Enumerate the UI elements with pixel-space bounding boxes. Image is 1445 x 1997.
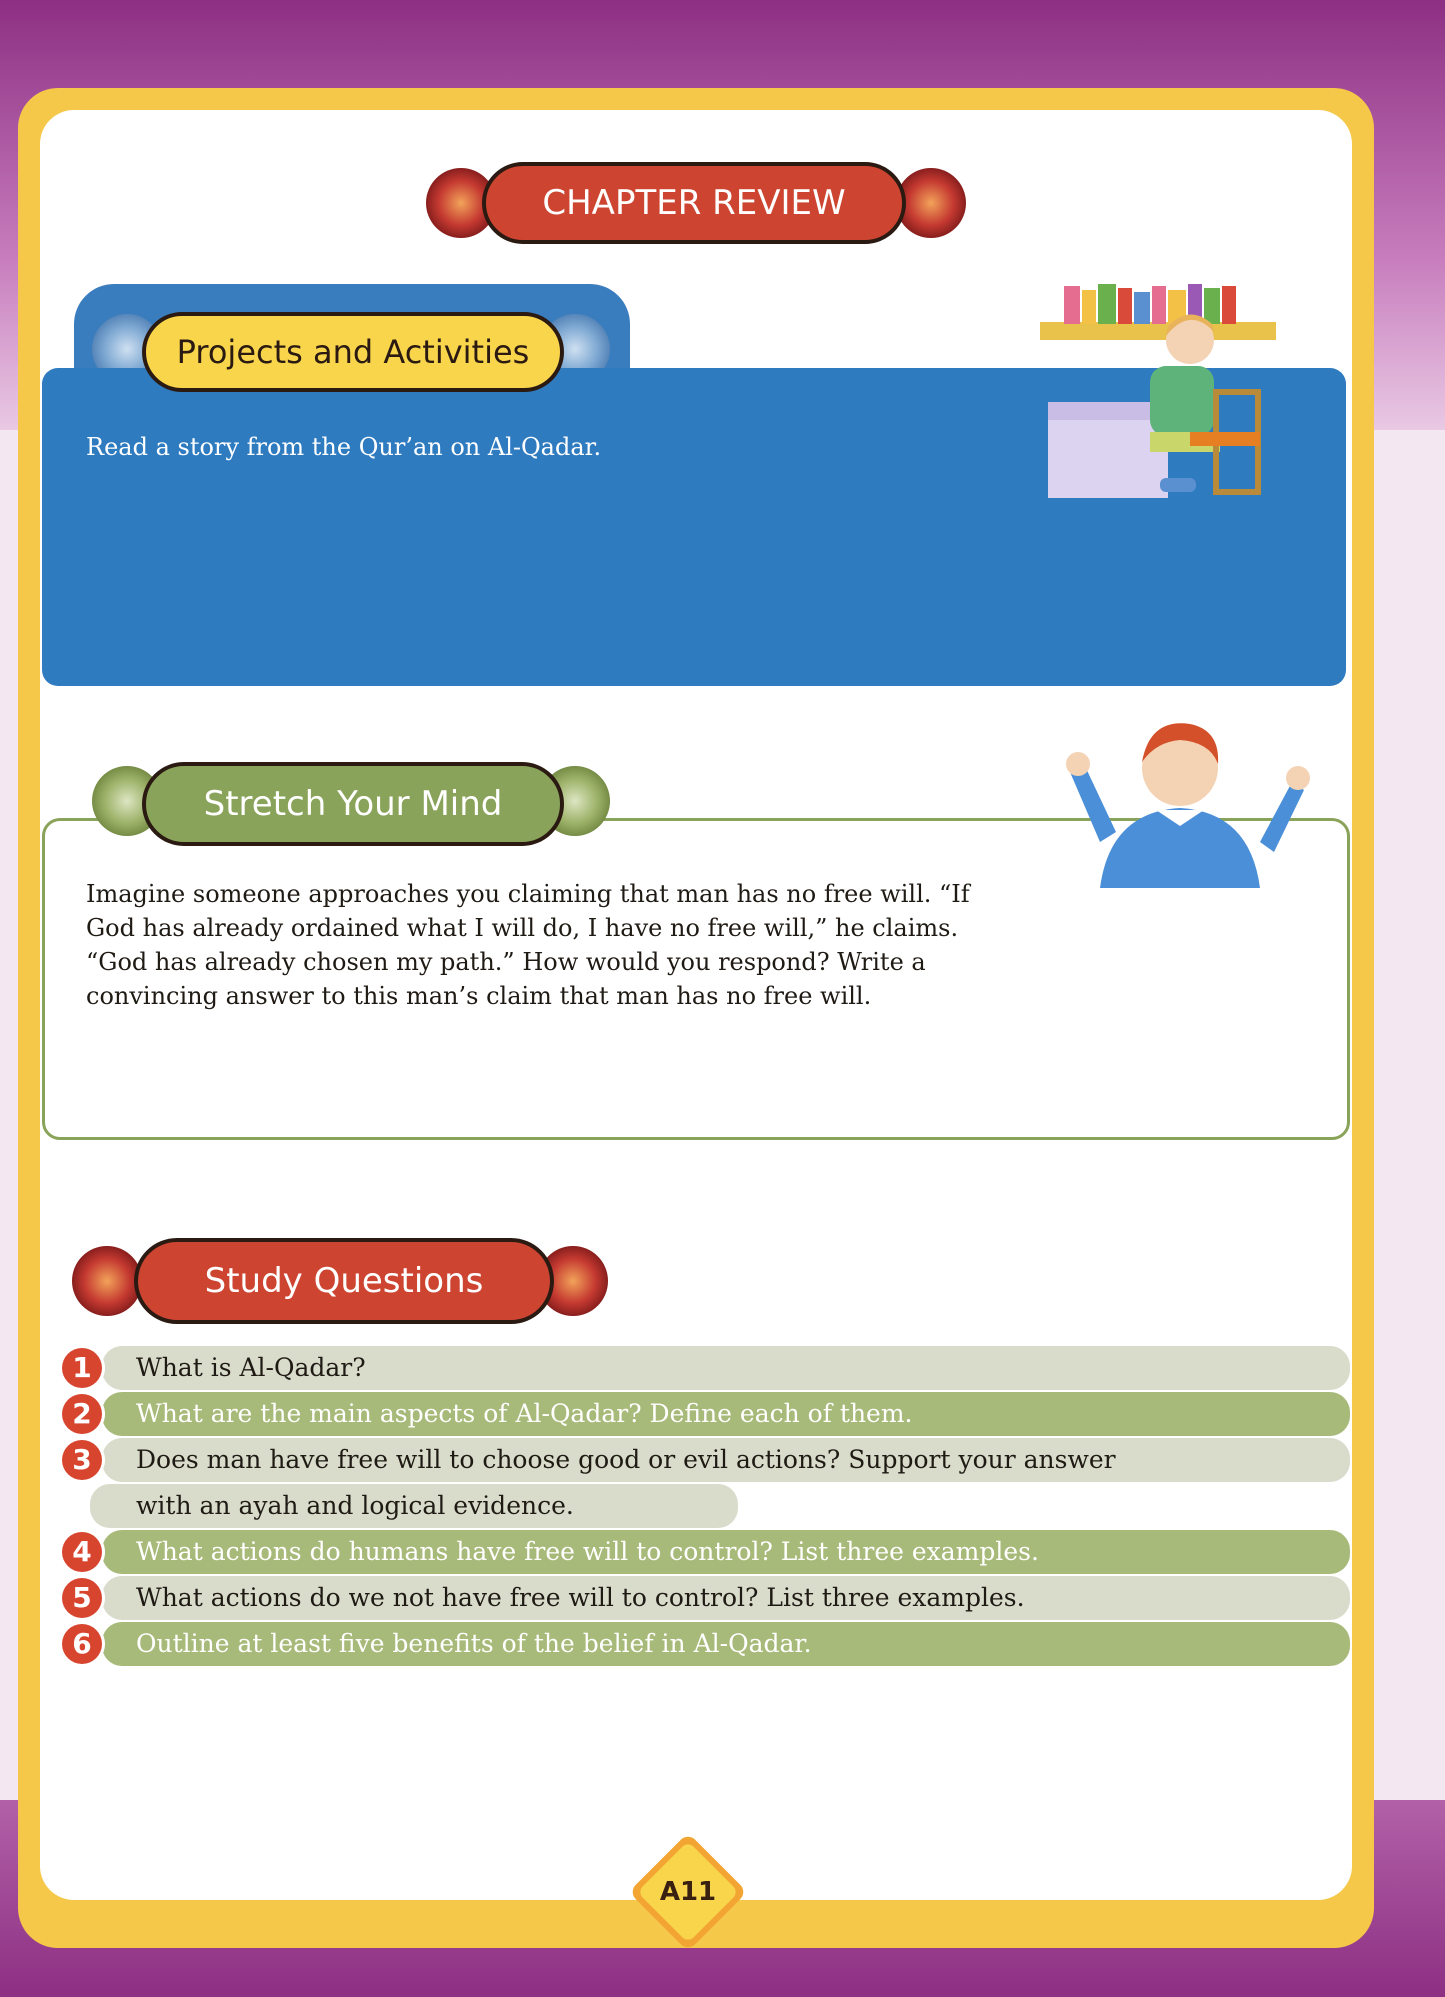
question-text-continued: with an ayah and logical evidence.	[136, 1491, 574, 1520]
question-text: What actions do we not have free will to control? List three examples.	[136, 1583, 1025, 1612]
question-text: What actions do humans have free will to control? List three examples.	[136, 1537, 1039, 1566]
ornament-study-left-icon	[72, 1246, 142, 1316]
study-heading: Study Questions	[134, 1238, 554, 1324]
question-3	[62, 1438, 1350, 1528]
projects-text: Read a story from the Qur’an on Al-Qadar.	[86, 433, 602, 461]
question-text: Outline at least five benefits of the belief in Al-Qadar.	[136, 1629, 812, 1658]
boy-reading-illustration	[1040, 282, 1276, 506]
question-number: 5	[62, 1578, 102, 1618]
question-6	[62, 1622, 1350, 1666]
stretch-heading: Stretch Your Mind	[142, 762, 564, 846]
stretch-paragraph	[86, 877, 970, 1013]
thinking-boy-illustration	[1060, 712, 1310, 888]
ornament-right-icon	[896, 168, 966, 238]
chapter-review-title: CHAPTER REVIEW	[482, 162, 906, 244]
question-number: 4	[62, 1532, 102, 1572]
projects-heading: Projects and Activities	[142, 312, 564, 392]
stretch-line: Imagine someone approaches you claiming that man has no free will. “If	[86, 880, 970, 908]
question-number: 2	[62, 1394, 102, 1434]
question-1	[62, 1346, 1350, 1390]
stretch-line: God has already ordained what I will do, I have no free will,” he claims.	[86, 914, 959, 942]
question-5	[62, 1576, 1350, 1620]
stretch-line: convincing answer to this man’s claim that man has no free will.	[86, 982, 872, 1010]
stretch-line: “God has already chosen my path.” How would you respond? Write a	[86, 948, 926, 976]
question-text: What are the main aspects of Al-Qadar? Define each of them.	[136, 1399, 913, 1428]
question-2	[62, 1392, 1350, 1436]
question-text: Does man have free will to choose good or evil actions? Support your answer	[136, 1445, 1116, 1474]
question-4	[62, 1530, 1350, 1574]
question-text: What is Al-Qadar?	[136, 1353, 366, 1382]
question-number: 6	[62, 1624, 102, 1664]
page-number: A11	[659, 1877, 717, 1907]
question-number: 3	[62, 1440, 102, 1480]
question-number: 1	[62, 1348, 102, 1388]
